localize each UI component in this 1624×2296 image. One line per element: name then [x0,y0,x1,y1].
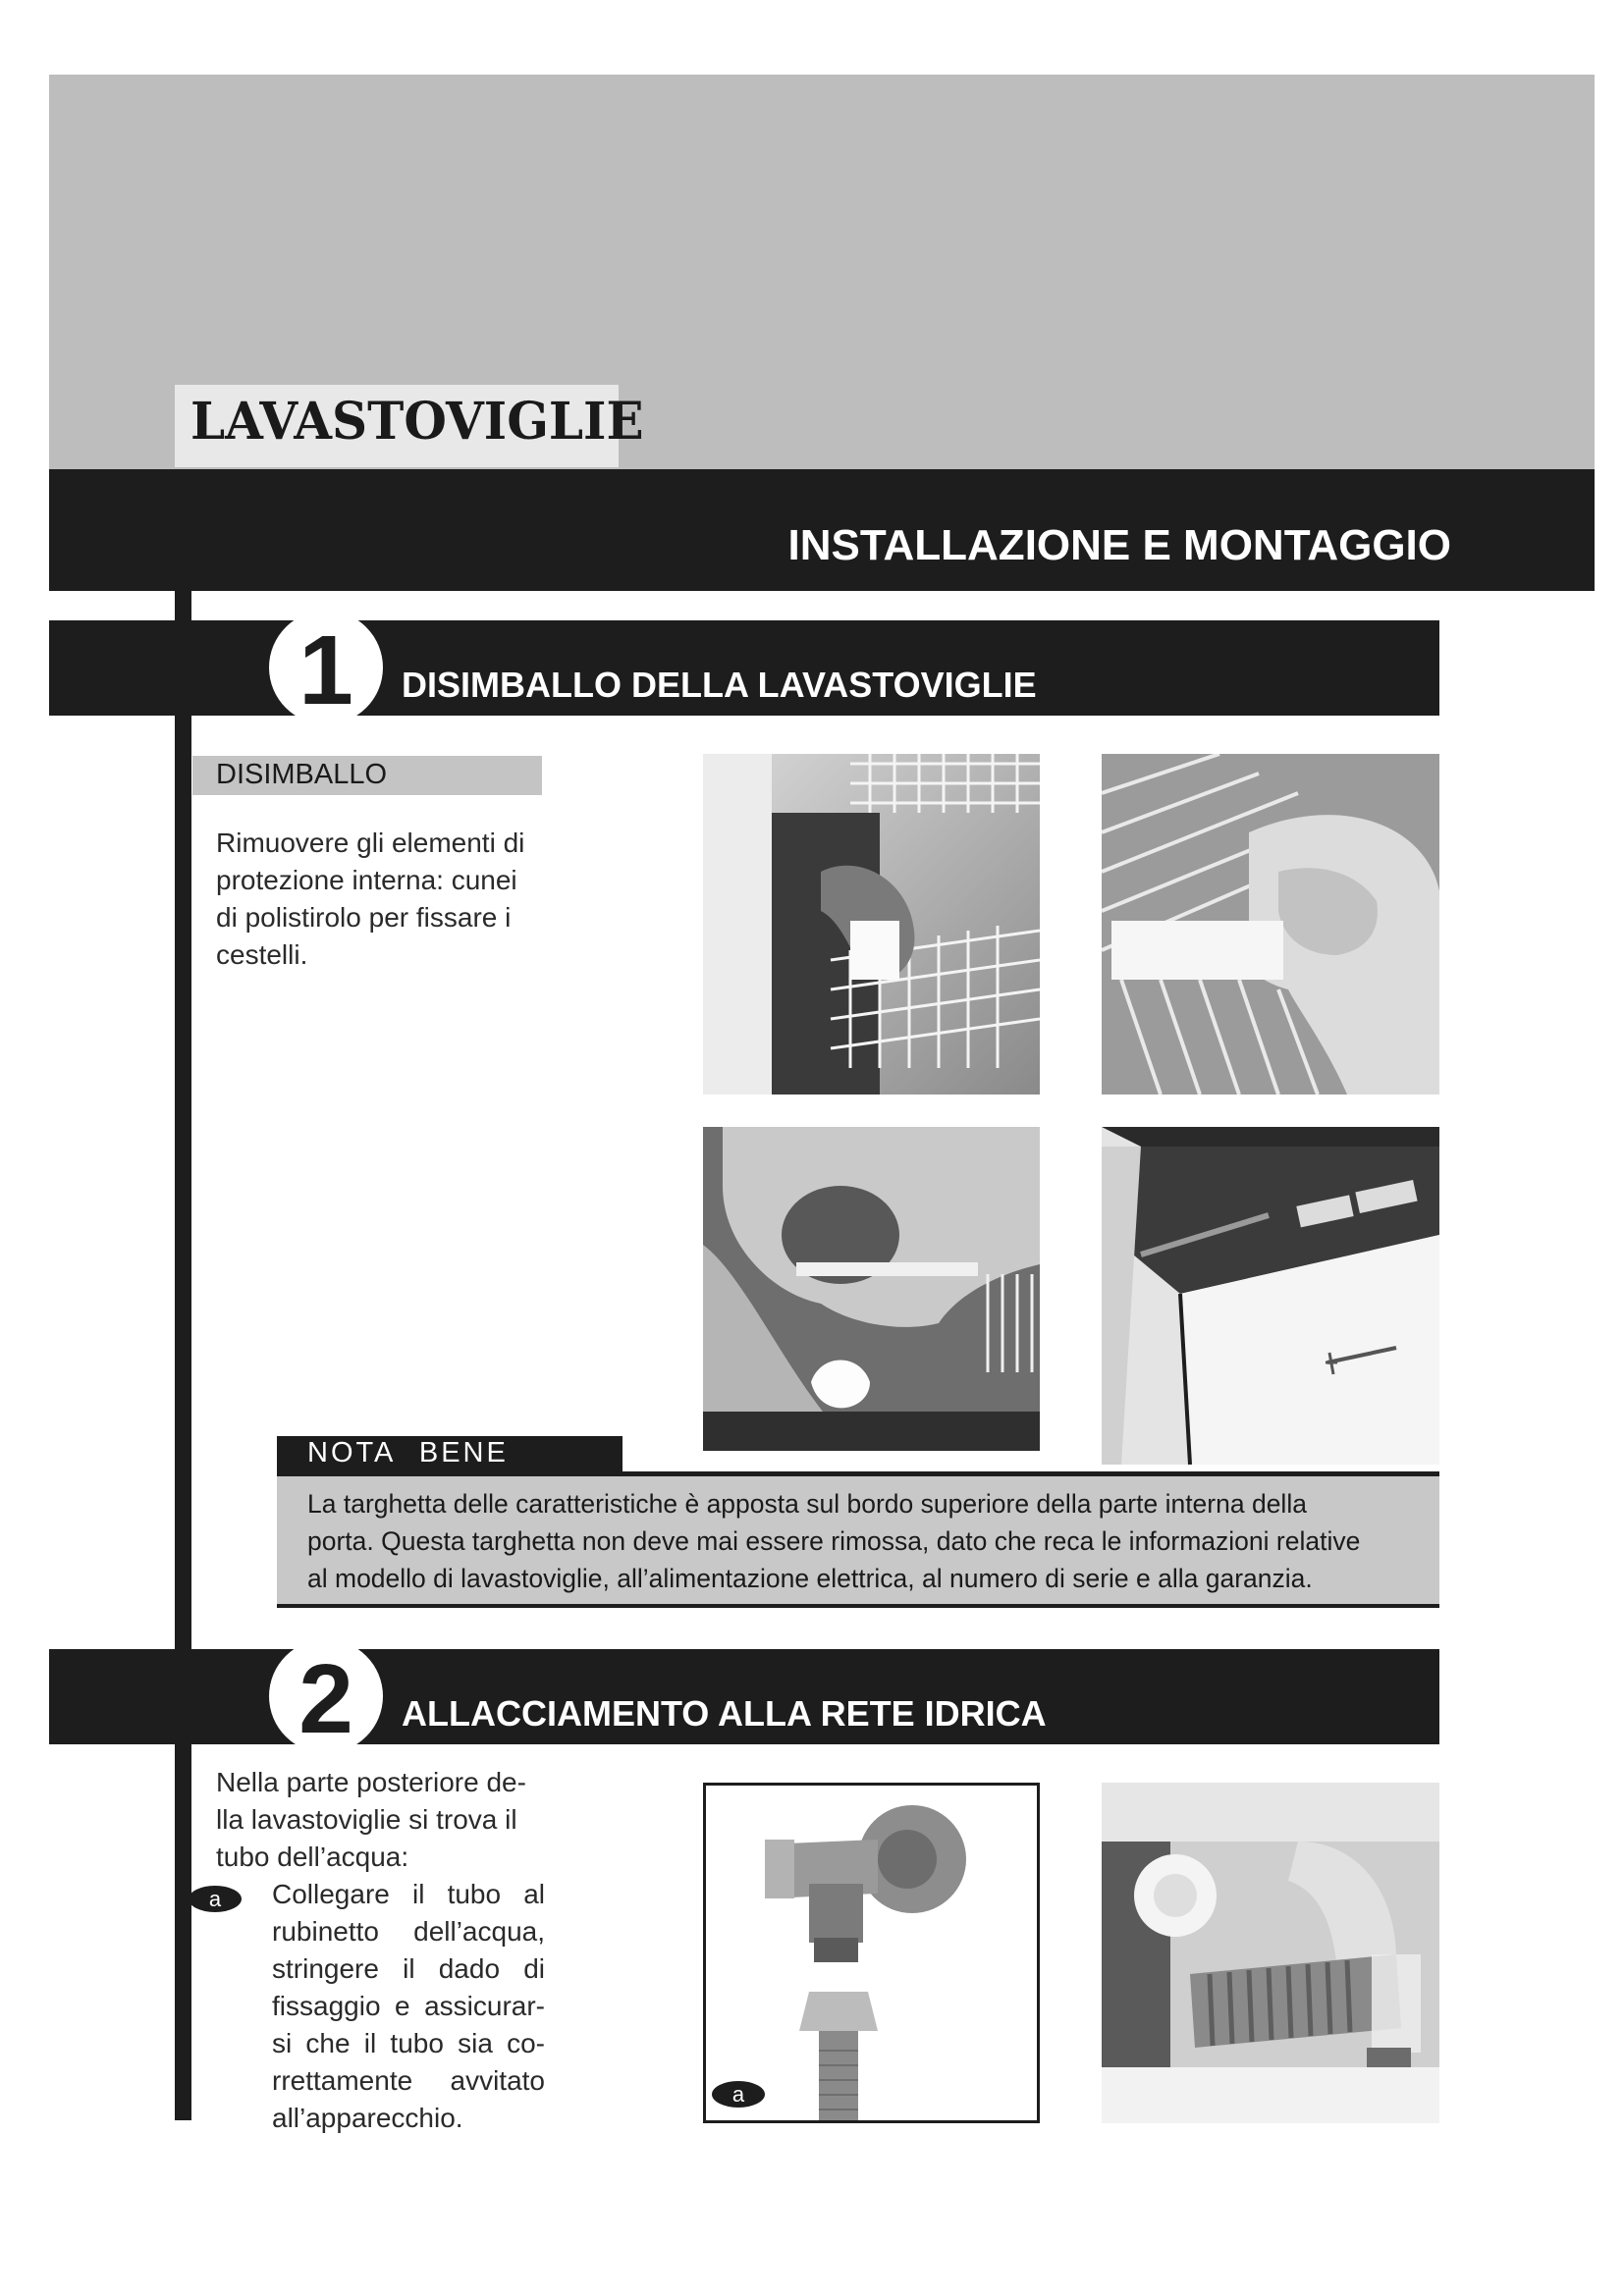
text-line: lla lavastoviglie si trova il [216,1804,517,1835]
text-line: stringere il dado di [272,1953,545,1984]
step-marker-label: a [208,1886,222,1911]
nota-bene-text [307,1485,1427,1597]
photo-wedge-lower-basket [703,1127,1040,1465]
photo-removing-wedge-upper-basket [703,754,1040,1095]
section-2-number: 2 [298,1644,353,1754]
text-line: Collegare il tubo al [272,1879,545,1909]
nota-bene-heading-box [277,1436,623,1472]
brand-title: LAVASTOVIGLIE [190,390,644,452]
text-line: tubo dell’acqua: [216,1842,409,1872]
text-line: al modello di lavastoviglie, all’alimentazione elettrica, al numero di serie e alla garanzia. [307,1564,1313,1593]
photo-marker-a [712,2081,765,2108]
section-1-number: 1 [298,615,353,725]
photo-tap-and-hose-nut [703,1783,1040,2123]
nota-bene-heading: NOTA BENE [307,1437,509,1468]
step-a-instructions [272,1876,545,2137]
text-line: rubinetto dell’acqua, [272,1916,545,1947]
section-2-number-badge [269,1639,383,1753]
text-line: all’apparecchio. [272,2103,463,2133]
text-line: Nella parte posteriore de- [216,1767,526,1797]
vertical-rule [175,589,191,2120]
unpacking-instructions [216,825,550,974]
section-2-title: ALLACCIAMENTO ALLA RETE IDRICA [402,1693,1047,1734]
photo-rating-plate-door [1102,1127,1439,1465]
text-line: porta. Questa targhetta non deve mai essere rimossa, dato che reca le informazioni relative [307,1526,1361,1556]
text-line: si che il tubo sia co- [272,2028,545,2058]
subsection-label: DISIMBALLO [216,759,388,790]
text-line: Rimuovere gli elementi di [216,828,525,858]
text-line: cestelli. [216,939,308,970]
photo-hose-connection-back [1102,1783,1439,2123]
section-1-number-badge [269,611,383,724]
text-line: rrettamente avvitato [272,2065,545,2096]
chapter-title: INSTALLAZIONE E MONTAGGIO [787,521,1451,569]
text-line: fissaggio e assicurar- [272,1991,545,2021]
text-line: La targhetta delle caratteristiche è apposta sul bordo superiore della parte interna della [307,1489,1307,1519]
text-line: di polistirolo per fissare i [216,902,512,933]
step-marker-a [189,1886,242,1912]
photo-hand-holding-wedge [1102,754,1439,1095]
water-connection-intro [216,1764,550,1876]
nota-bene-bottom-rule [277,1604,1439,1608]
text-line: protezione interna: cunei [216,865,517,895]
subsection-label-box [192,756,542,795]
photo-marker-label: a [731,2081,745,2107]
section-1-title: DISIMBALLO DELLA LAVASTOVIGLIE [402,665,1037,705]
